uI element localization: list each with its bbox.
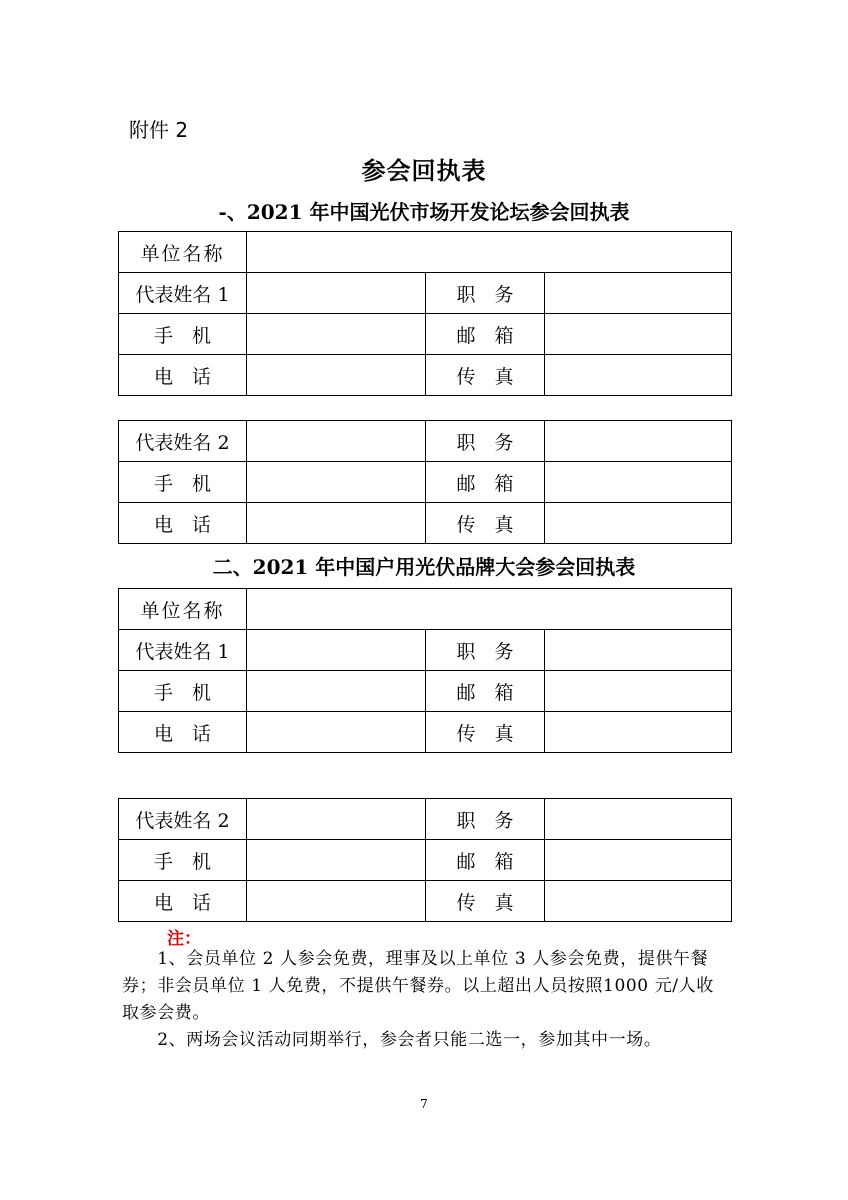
position-label: 职 务 xyxy=(426,799,545,840)
email-label: 邮 箱 xyxy=(426,840,545,881)
section-2-rep2-table xyxy=(118,798,732,922)
rep-name-field[interactable] xyxy=(247,273,426,314)
phone-field[interactable] xyxy=(247,881,426,922)
table-row xyxy=(119,355,732,396)
table-row xyxy=(119,712,732,753)
email-field[interactable] xyxy=(545,671,732,712)
mobile-field[interactable] xyxy=(247,462,426,503)
rep-name-label: 代表姓名 2 xyxy=(119,421,247,462)
position-label: 职 务 xyxy=(426,630,545,671)
table-row xyxy=(119,462,732,503)
fax-label: 传 真 xyxy=(426,355,545,396)
phone-field[interactable] xyxy=(247,712,426,753)
table-row xyxy=(119,314,732,355)
table-row xyxy=(119,630,732,671)
email-field[interactable] xyxy=(545,840,732,881)
page-title: 参会回执表 xyxy=(361,156,487,185)
section-2-rep1-table xyxy=(118,588,732,753)
mobile-field[interactable] xyxy=(247,840,426,881)
section-1-title-text: 、2021 年中国光伏市场开发论坛参会回执表 xyxy=(226,200,630,224)
email-field[interactable] xyxy=(545,314,732,355)
note-item-1: 1、会员单位 2 人参会免费，理事及以上单位 3 人参会免费，提供午餐券；非会员单位 1 人免费，不提供午餐券。以上超出人员按照1000 元/人收取参会费。 xyxy=(122,949,714,1023)
section-2-title: 二、2021 年中国户用光伏品牌大会参会回执表 xyxy=(212,555,636,579)
fax-label: 传 真 xyxy=(426,503,545,544)
rep-name-field[interactable] xyxy=(247,799,426,840)
fax-field[interactable] xyxy=(545,881,732,922)
attachment-label: 附件 2 xyxy=(129,118,189,142)
position-field[interactable] xyxy=(545,799,732,840)
section-1-title-prefix: - xyxy=(218,200,227,224)
rep-name-label: 代表姓名 1 xyxy=(119,630,247,671)
fax-label: 传 真 xyxy=(426,881,545,922)
rep-name-label: 代表姓名 1 xyxy=(119,273,247,314)
phone-field[interactable] xyxy=(247,355,426,396)
mobile-label: 手 机 xyxy=(119,840,247,881)
mobile-field[interactable] xyxy=(247,671,426,712)
mobile-field[interactable] xyxy=(247,314,426,355)
section-1-rep1-table xyxy=(118,231,732,396)
phone-label: 电 话 xyxy=(119,712,247,753)
note-item-2: 2、两场会议活动同期举行，参会者只能二选一，参加其中一场。 xyxy=(122,1030,662,1050)
phone-label: 电 话 xyxy=(119,503,247,544)
table-row xyxy=(119,589,732,630)
rep-name-field[interactable] xyxy=(247,630,426,671)
mobile-label: 手 机 xyxy=(119,462,247,503)
position-field[interactable] xyxy=(545,273,732,314)
position-label: 职 务 xyxy=(426,273,545,314)
email-label: 邮 箱 xyxy=(426,462,545,503)
table-row xyxy=(119,232,732,273)
rep-name-field[interactable] xyxy=(247,421,426,462)
fax-field[interactable] xyxy=(545,712,732,753)
unit-name-field[interactable] xyxy=(247,589,732,630)
phone-label: 电 话 xyxy=(119,881,247,922)
unit-name-field[interactable] xyxy=(247,232,732,273)
page-number: 7 xyxy=(420,1097,428,1111)
email-label: 邮 箱 xyxy=(426,314,545,355)
position-field[interactable] xyxy=(545,421,732,462)
email-field[interactable] xyxy=(545,462,732,503)
fax-field[interactable] xyxy=(545,503,732,544)
table-row xyxy=(119,421,732,462)
mobile-label: 手 机 xyxy=(119,314,247,355)
table-row xyxy=(119,799,732,840)
table-row xyxy=(119,840,732,881)
phone-label: 电 话 xyxy=(119,355,247,396)
position-label: 职 务 xyxy=(426,421,545,462)
section-1-title xyxy=(0,196,848,225)
table-row xyxy=(119,503,732,544)
table-row xyxy=(119,671,732,712)
unit-name-label: 单位名称 xyxy=(119,589,247,630)
rep-name-label: 代表姓名 2 xyxy=(119,799,247,840)
table-row xyxy=(119,881,732,922)
email-label: 邮 箱 xyxy=(426,671,545,712)
fax-label: 传 真 xyxy=(426,712,545,753)
phone-field[interactable] xyxy=(247,503,426,544)
position-field[interactable] xyxy=(545,630,732,671)
notes-heading: 注： xyxy=(167,929,201,949)
unit-name-label: 单位名称 xyxy=(119,232,247,273)
fax-field[interactable] xyxy=(545,355,732,396)
table-row xyxy=(119,273,732,314)
section-1-rep2-table xyxy=(118,420,732,544)
mobile-label: 手 机 xyxy=(119,671,247,712)
